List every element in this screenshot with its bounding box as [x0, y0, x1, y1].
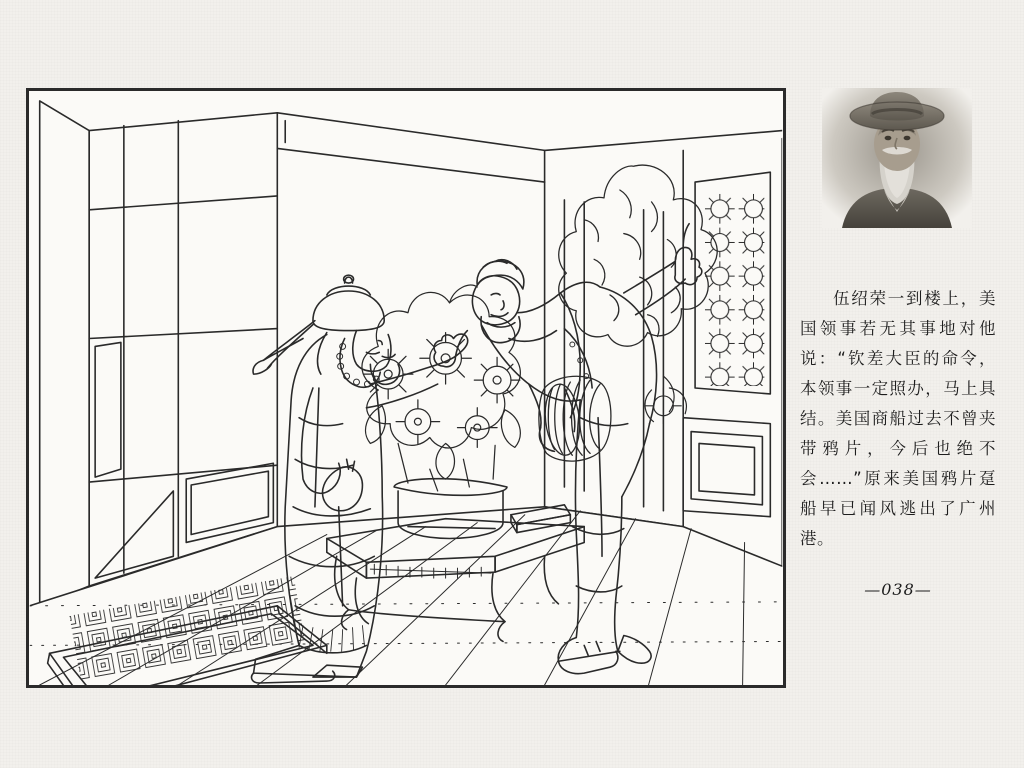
portrait-photo: [822, 88, 972, 228]
historical-figure-portrait: [822, 88, 972, 228]
text-column: [800, 88, 996, 688]
illustration-drawing: [29, 91, 783, 685]
page-number: —038—: [864, 580, 932, 599]
body-paragraph-block: [800, 284, 996, 554]
body-paragraph: 伍绍荣一到楼上，美国领事若无其事地对他说：“钦差大臣的命令，本领事一定照办，马上具结。美国商船过去不曾夹带鸦片，今后也绝不会……”原来美国鸦片趸船早已闻风逃出了广州港。: [800, 289, 996, 548]
illustration-panel: [26, 88, 786, 688]
